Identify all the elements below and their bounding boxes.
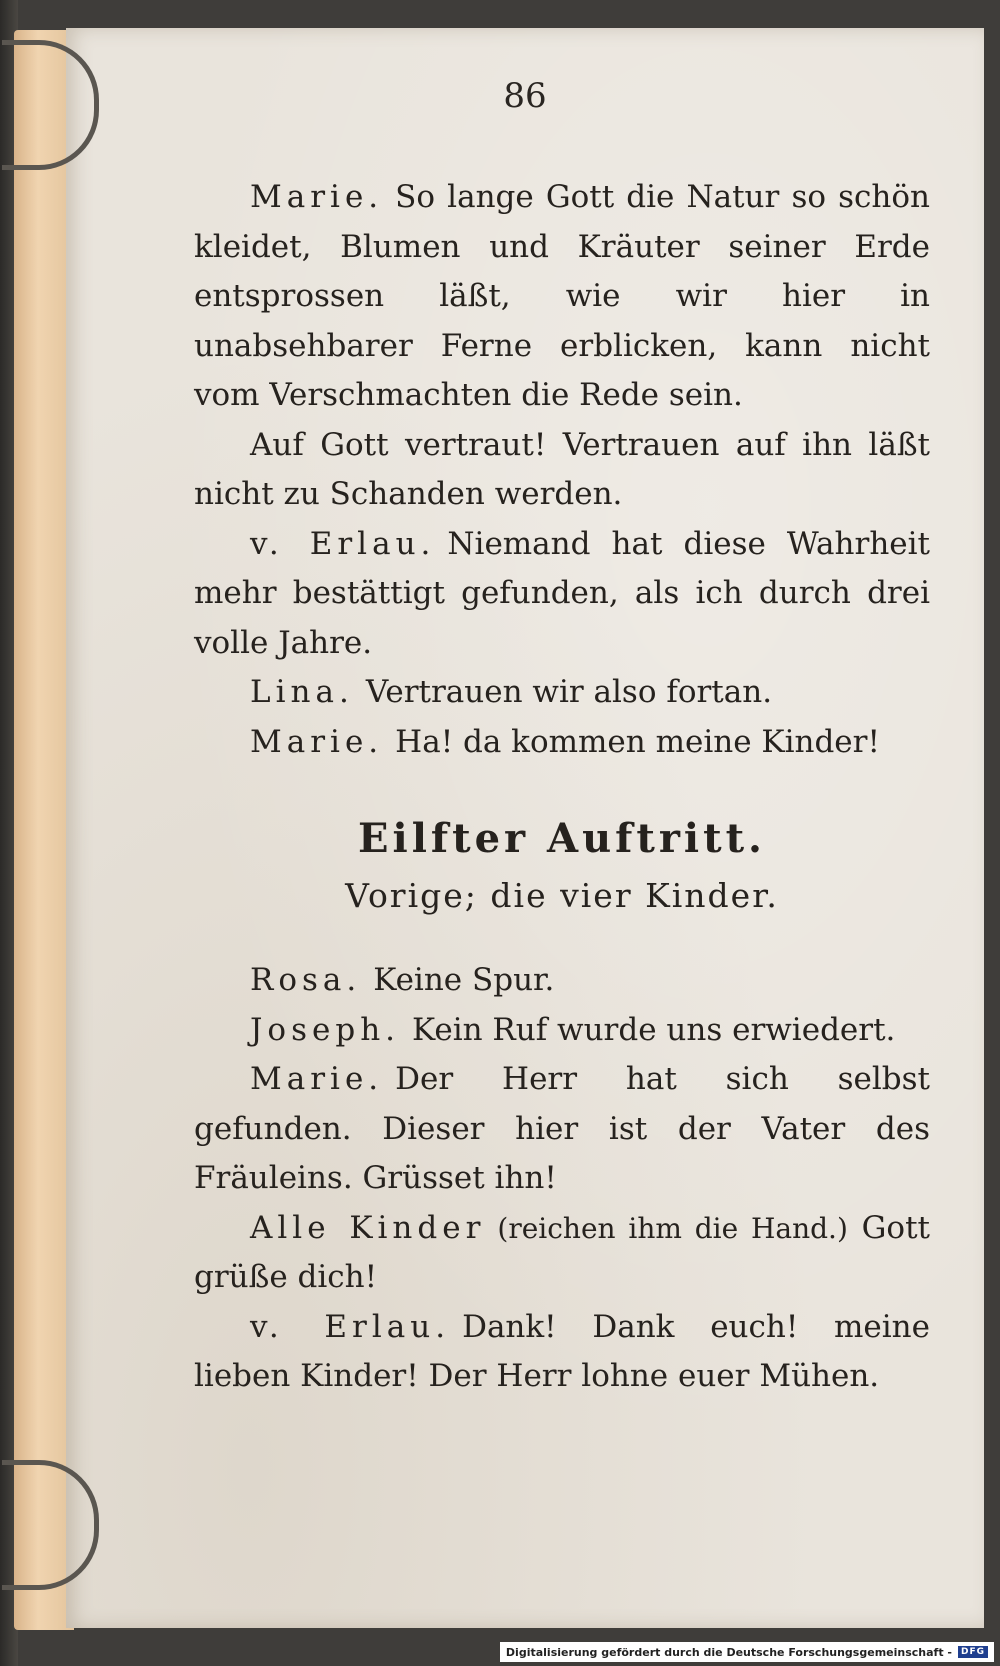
- speaker-name: Lina.: [250, 674, 354, 710]
- paragraph: [194, 520, 930, 669]
- paragraph: [194, 421, 930, 520]
- speaker-name: Marie.: [250, 1061, 384, 1097]
- speaker-name: Alle Kinder: [250, 1209, 486, 1246]
- speech-text: Vertrauen wir also fortan.: [365, 674, 773, 710]
- book-page: [66, 28, 984, 1628]
- speaker-name: Marie.: [250, 179, 384, 215]
- paragraph: [194, 1303, 930, 1402]
- stage-direction: (reichen ihm die Hand.): [497, 1211, 848, 1245]
- speech-text: Der Herr hat sich selbst gefunden. Dieser hier ist der Vater des Fräuleins. Grüsset ihn!: [194, 1061, 930, 1196]
- scene-cast: Vorige; die vier Kinder.: [345, 876, 779, 915]
- paragraph: [194, 668, 930, 718]
- dfg-logo: DFG: [958, 1646, 988, 1658]
- speech-text: So lange Gott die Natur so schön kleidet, Blumen und Kräuter seiner Erde entsprossen läßt, wie wir hier in unabsehbarer Ferne erblicken, kann nicht vom Verschmachten die Rede sein.: [194, 179, 930, 413]
- speech-text: Kein Ruf wurde uns erwiedert.: [412, 1011, 896, 1048]
- page-text: [194, 173, 930, 1402]
- paragraph: [194, 718, 930, 768]
- page-number: 86: [503, 76, 547, 116]
- speaker-name: v. Erlau.: [250, 525, 436, 562]
- speech-text: Auf Gott vertraut! Vertrauen auf ihn läßt nicht zu Schanden werden.: [194, 426, 930, 512]
- speech-text: Niemand hat diese Wahrheit mehr bestättigt gefunden, als ich durch drei volle Jahre.: [194, 525, 930, 661]
- paragraph: [194, 1055, 930, 1204]
- speech-text: Gott grüße dich!: [194, 1209, 931, 1295]
- paragraph: [194, 1006, 930, 1056]
- paragraph: [194, 173, 930, 421]
- funding-footer: [500, 1642, 994, 1662]
- speaker-name: Joseph.: [250, 1011, 401, 1048]
- funding-notice: Digitalisierung gefördert durch die Deutsche Forschungsgemeinschaft -: [505, 1645, 952, 1659]
- scene-heading: Eilfter Auftritt.: [358, 815, 766, 862]
- speaker-name: v. Erlau.: [250, 1308, 451, 1345]
- paragraph: [194, 956, 930, 1006]
- speech-text: Dank! Dank euch! meine lieben Kinder! Der Herr lohne euer Mühen.: [194, 1308, 930, 1394]
- speaker-name: Marie.: [250, 723, 384, 760]
- page-edge: [14, 30, 74, 1630]
- speech-text: Keine Spur.: [373, 962, 555, 998]
- paragraph: [194, 1204, 930, 1303]
- speech-text: Ha! da kommen meine Kinder!: [395, 723, 880, 760]
- speaker-name: Rosa.: [250, 962, 362, 998]
